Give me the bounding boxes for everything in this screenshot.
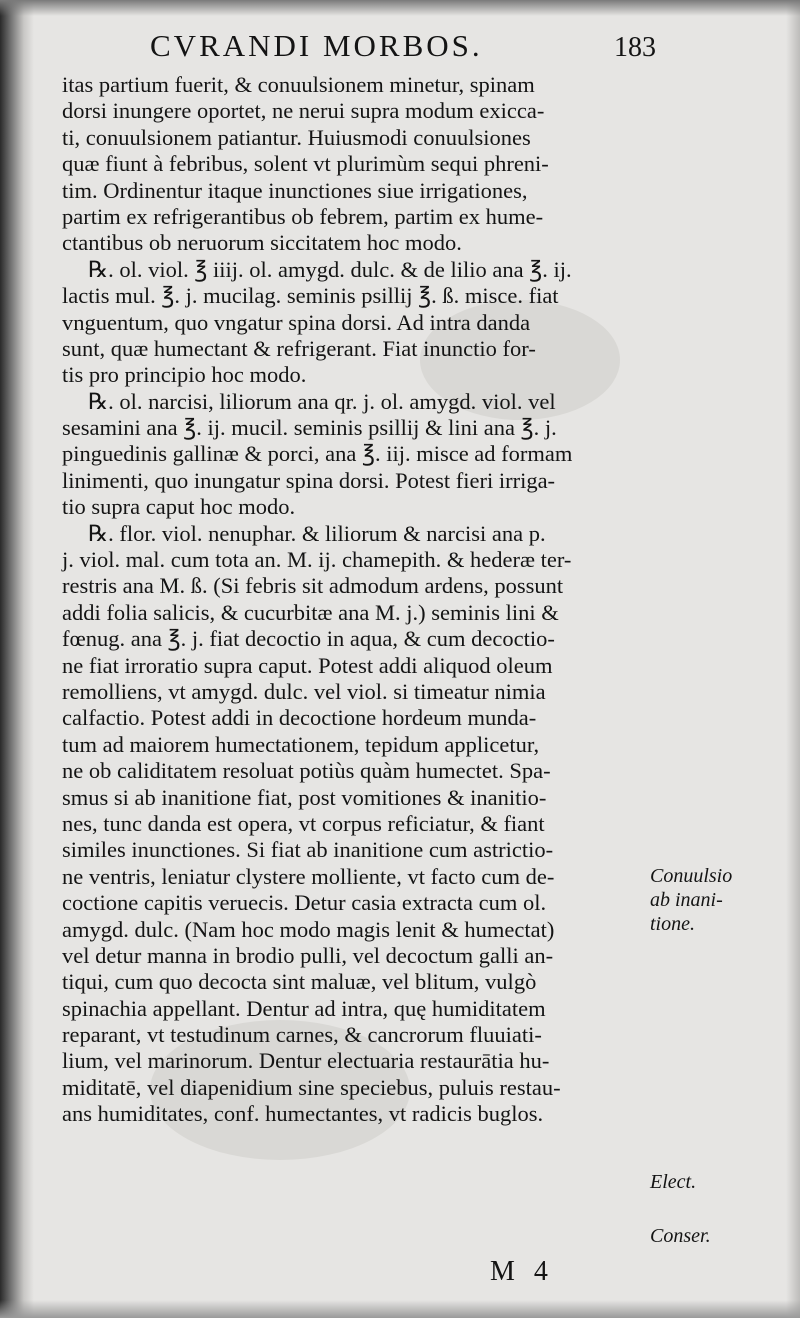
running-title: CVRANDI MORBOS. [150, 28, 483, 63]
text-line: smus si ab inanitione fiat, post vomitiones & inanitio- [62, 784, 547, 810]
page-number: 183 [614, 32, 656, 63]
text-line: vel detur manna in brodio pulli, vel decoctum galli an- [62, 942, 554, 968]
text-line: sesamini ana ℥. ij. mucil. seminis psillij & lini ana ℥. j. [62, 415, 557, 441]
text-line: tim. Ordinentur itaque inunctiones siue irrigationes, [62, 177, 528, 203]
text-line: tis pro principio hoc modo. [62, 362, 307, 388]
text-line: tum ad maiorem humectationem, tepidum applicetur, [62, 731, 540, 757]
body-text [62, 72, 662, 1128]
recipe-line: ℞. flor. viol. nenuphar. & liliorum & narcisi ana p. [88, 520, 546, 546]
marginal-note-conuulsio [650, 864, 732, 936]
text-line: tio supra caput hoc modo. [62, 494, 296, 520]
marginal-note-elect: Elect. [650, 1171, 697, 1193]
marginal-note-conser: Conser. [650, 1225, 711, 1247]
text-line: ctantibus ob neruorum siccitatem hoc modo. [62, 230, 462, 256]
page-shadow-bottom [0, 1300, 800, 1318]
text-line: ne ventris, leniatur clystere molliente, vt facto cum de- [62, 863, 555, 889]
text-line: fœnug. ana ℥. j. fiat decoctio in aqua, & cum decoctio- [62, 626, 555, 652]
marginal-note-line: tione. [650, 913, 695, 935]
text-line: addi folia salicis, & cucurbitæ ana M. j.) seminis lini & [62, 599, 559, 625]
marginal-note-line: ab inani- [650, 889, 723, 911]
text-line: tiqui, cum quo decocta sint maluæ, vel blitum, vulgò [62, 969, 537, 995]
signature-mark: M 4 [490, 1256, 554, 1287]
text-line: lactis mul. ℥. j. mucilag. seminis psillij ℥. ß. misce. fiat [62, 283, 559, 309]
text-line: ti, conuulsionem patiantur. Huiusmodi conuulsiones [62, 124, 531, 150]
page-shadow-left [0, 0, 34, 1318]
text-line: coctione capitis veruecis. Detur casia extracta cum ol. [62, 890, 547, 916]
marginal-note-line: Conuulsio [650, 865, 733, 887]
text-line: dorsi inungere oportet, ne nerui supra modum exicca- [62, 98, 545, 124]
text-line: ans humiditates, conf. humectantes, vt radicis buglos. [62, 1101, 544, 1127]
text-line: itas partium fuerit, & conuulsionem minetur, spinam [62, 72, 535, 97]
text-line: nes, tunc danda est opera, vt corpus reficiatur, & fiant [62, 810, 545, 836]
text-line: spinachia appellant. Dentur ad intra, quę humiditatem [62, 995, 546, 1021]
text-line: pinguedinis gallinæ & porci, ana ℥. iij. misce ad formam [62, 441, 573, 467]
page-shadow-right [786, 0, 800, 1318]
text-line: reparant, vt testudinum carnes, & cancrorum fluuiati- [62, 1022, 542, 1048]
text-line: ne fiat irroratio supra caput. Potest addi aliquod oleum [62, 652, 553, 678]
text-line: vnguentum, quo vngatur spina dorsi. Ad intra danda [62, 309, 531, 335]
text-line: linimenti, quo inungatur spina dorsi. Potest fieri irriga- [62, 467, 556, 493]
page-header [0, 22, 800, 70]
page-shadow-top [0, 0, 800, 16]
text-line: restris ana M. ß. (Si febris sit admodum ardens, possunt [62, 573, 564, 599]
text-line: sunt, quæ humectant & refrigerant. Fiat inunctio for- [62, 335, 536, 361]
text-line: ne ob caliditatem resoluat potiùs quàm humectet. Spa- [62, 758, 551, 784]
text-line: remolliens, vt amygd. dulc. vel viol. si timeatur nimia [62, 678, 546, 704]
text-line: miditatē, vel diapenidium sine speciebus, puluis restau- [62, 1074, 561, 1100]
text-line: quæ fiunt à febribus, solent vt plurimùm sequi phreni- [62, 151, 549, 177]
recipe-line: ℞. ol. viol. ℥ iiij. ol. amygd. dulc. & de lilio ana ℥. ij. [88, 256, 572, 282]
text-line: similes inunctiones. Si fiat ab inanitione cum astrictio- [62, 837, 554, 863]
text-line: partim ex refrigerantibus ob febrem, partim ex hume- [62, 203, 544, 229]
text-line: j. viol. mal. cum tota an. M. ij. chamepith. & hederæ ter- [62, 547, 572, 573]
text-line: calfactio. Potest addi in decoctione hordeum munda- [62, 705, 537, 731]
text-line: amygd. dulc. (Nam hoc modo magis lenit & humectat) [62, 916, 555, 942]
recipe-line: ℞. ol. narcisi, liliorum ana qr. j. ol. amygd. viol. vel [88, 388, 556, 414]
text-line: lium, vel marinorum. Dentur electuaria restaurātia hu- [62, 1048, 550, 1074]
